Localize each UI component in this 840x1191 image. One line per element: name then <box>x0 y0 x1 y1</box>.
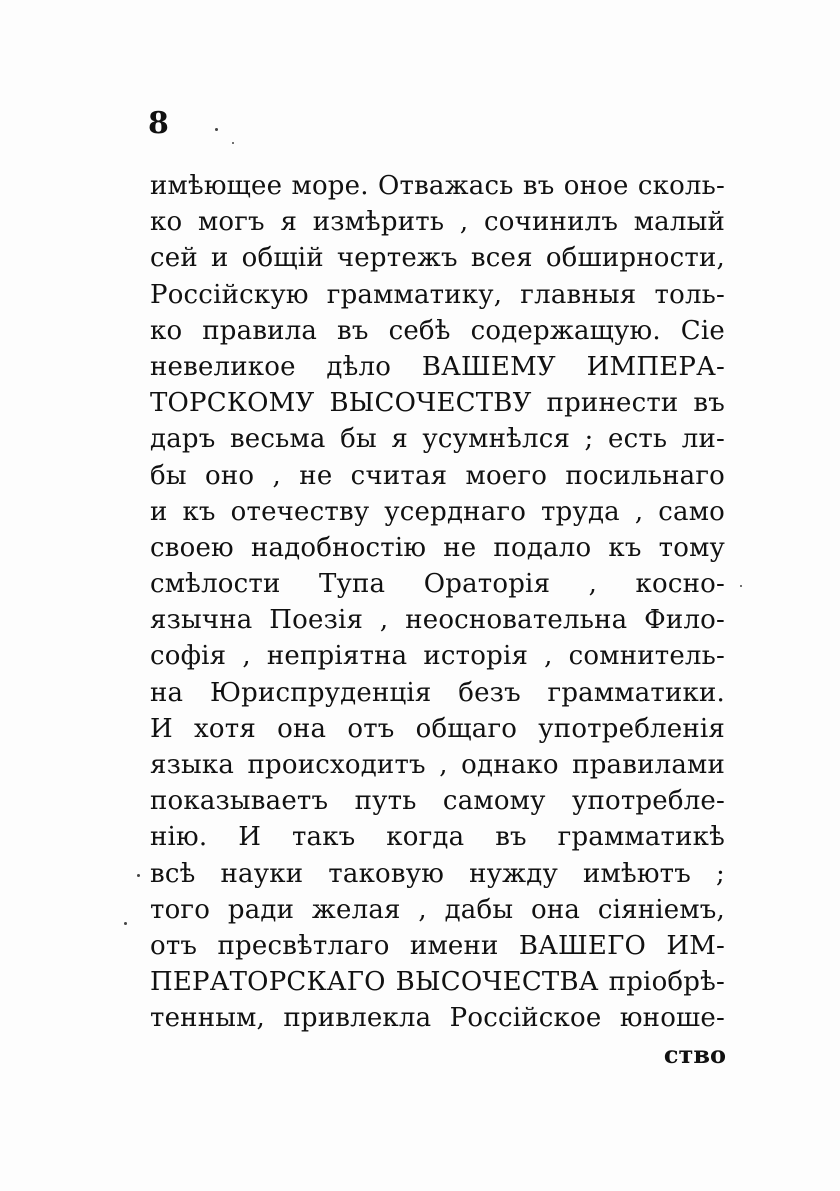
text-line: и къ отечеству усерднаго труда , само <box>150 496 725 527</box>
text-line: даръ весьма бы я усумнѣлся ; есть ли- <box>150 424 725 455</box>
page-number: 8 <box>148 106 169 141</box>
ink-speck <box>740 585 742 587</box>
text-line: того ради желая , дабы она сіяніемъ, <box>150 894 725 925</box>
text-line: показываетъ путь самому употребле- <box>150 786 725 817</box>
text-line: тенным, привлекла Россійское юноше- <box>150 1003 725 1034</box>
text-line: И хотя она отъ общаго употребленія <box>150 713 725 744</box>
ink-speck <box>215 128 218 131</box>
text-line: своею надобностію не подало къ тому <box>150 532 725 563</box>
text-line: язычна Поезія , неосновательна Фило- <box>150 605 725 636</box>
ink-speck <box>232 142 234 144</box>
text-line: на Юриспруденція безъ грамматики. <box>150 677 725 708</box>
text-line: имѣющее море. Отважась въ оное сколь- <box>150 171 725 201</box>
text-line: языка происходитъ , однако правилами <box>150 750 725 780</box>
text-line: смѣлости Тупа Ораторія , косно- <box>150 569 725 600</box>
text-line: Россійскую грамматику, главныя толь- <box>150 279 725 310</box>
text-line: ПЕРАТОРСКАГО ВЫСОЧЕСТВА пріобрѣ- <box>150 967 725 998</box>
text-line: ко могъ я измѣрить , сочинилъ малый <box>150 207 725 238</box>
text-line: невеликое дѣло ВАШЕМУ ИМПЕРА- <box>150 351 725 382</box>
text-line: бы оно , не считая моего посильнаго <box>150 460 725 491</box>
ink-speck <box>137 874 140 877</box>
text-line: нію. И такъ когда въ грамматикѣ <box>150 822 725 853</box>
catchword: ство <box>663 1040 726 1069</box>
text-line: ТОРСКОМУ ВЫСОЧЕСТВУ принести въ <box>150 388 725 419</box>
text-line: ко правила въ себѣ содержащую. Сіе <box>150 315 725 346</box>
ink-speck <box>124 922 127 925</box>
text-line: софія , непріятна исторія , сомнитель- <box>150 641 725 672</box>
body-text <box>150 168 725 1037</box>
text-line: всѣ науки таковую нужду имѣютъ ; <box>150 858 725 889</box>
text-line: отъ пресвѣтлаго имени ВАШЕГО ИМ- <box>150 930 725 961</box>
text-line: сей и общій чертежъ всея обширности, <box>150 243 725 274</box>
